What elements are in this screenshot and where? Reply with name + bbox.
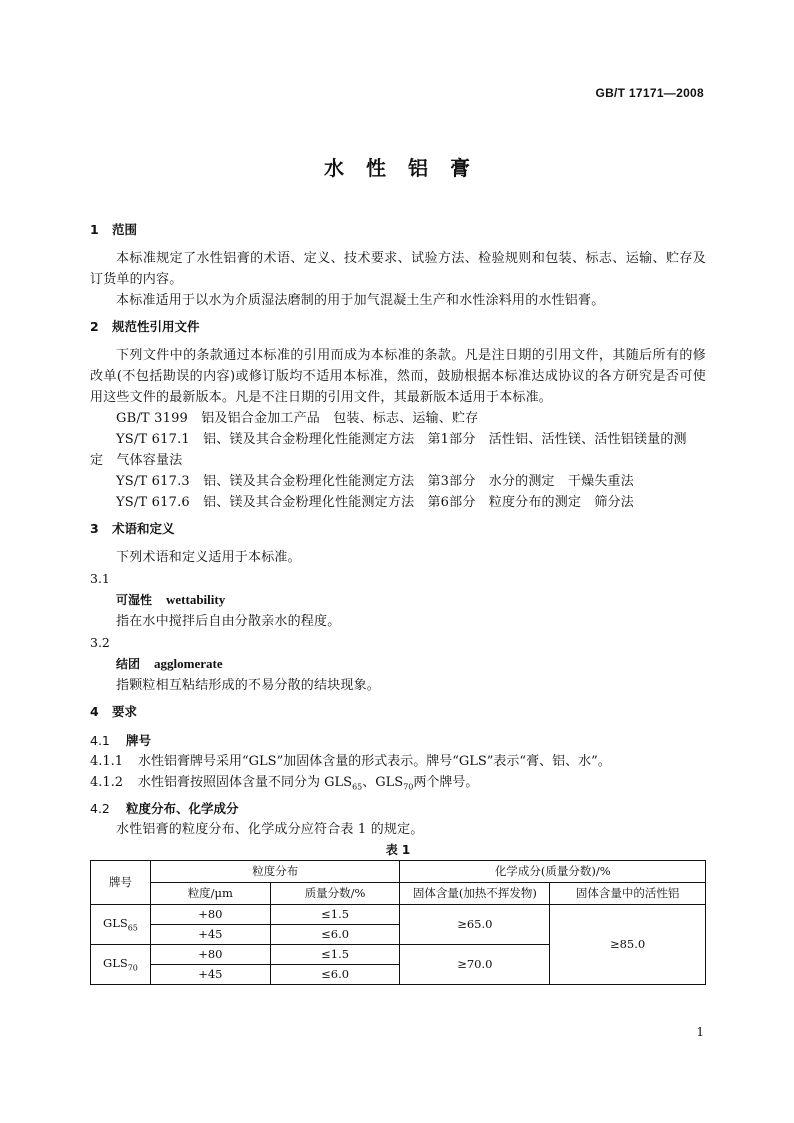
header-particle-size-distribution: 粒度分布: [150, 860, 400, 882]
size-cell: +45: [150, 964, 270, 984]
size-cell: +80: [150, 904, 270, 924]
document-title: 水性铝膏: [324, 156, 492, 180]
solid-cell: ≥65.0: [400, 904, 550, 944]
section-1-paragraph-2: 本标准适用于以水为介质湿法磨制的用于加气混凝土生产和水性涂料用的水性铝膏。: [116, 293, 605, 308]
active-aluminum-cell: ≥85.0: [550, 904, 706, 984]
reference-gbt-3199: GB/T 3199 铝及铝合金加工产品 包装、标志、运输、贮存: [116, 411, 479, 426]
grade-cell: $GLS_{65}$: [91, 904, 151, 944]
table-1-caption: 表 1: [385, 842, 411, 857]
page-number: 1: [696, 1025, 704, 1039]
section-3-paragraph: 下列术语和定义适用于本标准。: [116, 550, 301, 565]
header-solid-content: 固体含量(加热不挥发物): [400, 882, 550, 904]
clause-4-1-2: 4.1.2 水性铝膏按照固体含量不同分为 $GLS_{65}$、$GLS_{70}$两个牌号。: [90, 775, 479, 792]
reference-yst-617-3: YS/T 617.3 铝、镁及其合金粉理化性能测定方法 第3部分 水分的测定 干燥失重法: [116, 474, 634, 489]
table-1: [90, 860, 706, 985]
size-cell: +45: [150, 924, 270, 944]
term-wettability: 可湿性 wettability: [116, 592, 226, 607]
term-agglomerate: 结团 agglomerate: [116, 656, 223, 671]
solid-cell: ≥70.0: [400, 944, 550, 984]
header-grade: 牌号: [91, 860, 151, 904]
header-active-aluminum: 固体含量中的活性铝: [550, 882, 706, 904]
term-wettability-definition: 指在水中搅拌后自由分散亲水的程度。: [116, 614, 341, 629]
header-mass-fraction: 质量分数/%: [270, 882, 400, 904]
section-1-paragraph-1: 本标准规定了水性铝膏的术语、定义、技术要求、试验方法、检验规则和包装、标志、运输、贮存及订货单的内容。: [90, 251, 706, 287]
section-2-heading: 2 规范性引用文件: [90, 319, 200, 334]
reference-yst-617-1: YS/T 617.1 铝、镁及其合金粉理化性能测定方法 第1部分 活性铝、活性镁、活性铝镁量的测: [116, 432, 687, 447]
grade-cell: $GLS_{70}$: [91, 944, 151, 984]
section-4-2-paragraph: 水性铝膏的粒度分布、化学成分应符合表 1 的规定。: [116, 821, 424, 837]
section-3-heading: 3 术语和定义: [90, 521, 175, 536]
section-4-heading: 4 要求: [90, 704, 138, 719]
header-particle-size: 粒度/μm: [150, 882, 270, 904]
mass-cell: ≤1.5: [270, 904, 400, 924]
section-2-paragraph: 下列文件中的条款通过本标准的引用而成为本标准的条款。凡是注日期的引用文件，其随后所有的修改单(不包括勘误的内容)或修订版均不适用本标准，然而，鼓励根据本标准达成协议的各方研究是否可使用这些文件的最新版本。凡是不注日期的引用文件，其最新版本适用于本标准。: [90, 348, 706, 405]
reference-yst-617-6: YS/T 617.6 铝、镁及其合金粉理化性能测定方法 第6部分 粒度分布的测定 筛分法: [116, 495, 634, 510]
section-1-heading: 1 范围: [90, 222, 138, 237]
mass-cell: ≤6.0: [270, 964, 400, 984]
size-cell: +80: [150, 944, 270, 964]
subsection-4-2-heading: 4.2 粒度分布、化学成分: [90, 800, 239, 816]
mass-cell: ≤6.0: [270, 924, 400, 944]
clause-4-1-1: 4.1.1 水性铝膏牌号采用“GLS”加固体含量的形式表示。牌号“GLS”表示“膏、铝、水”。: [90, 754, 611, 769]
standard-code: GB/T 17171—2008: [595, 86, 704, 100]
table-row: [91, 904, 706, 924]
reference-yst-617-1-continued: 定 气体容量法: [90, 453, 183, 468]
header-chemical-composition: 化学成分(质量分数)/%: [400, 860, 706, 882]
term-agglomerate-definition: 指颗粒相互粘结形成的不易分散的结块现象。: [116, 678, 381, 693]
mass-cell: ≤1.5: [270, 944, 400, 964]
term-3-2-number: 3.2: [90, 635, 110, 650]
subsection-4-1-heading: 4.1 牌号: [90, 733, 152, 748]
document-body: [90, 220, 706, 985]
term-3-1-number: 3.1: [90, 571, 110, 586]
